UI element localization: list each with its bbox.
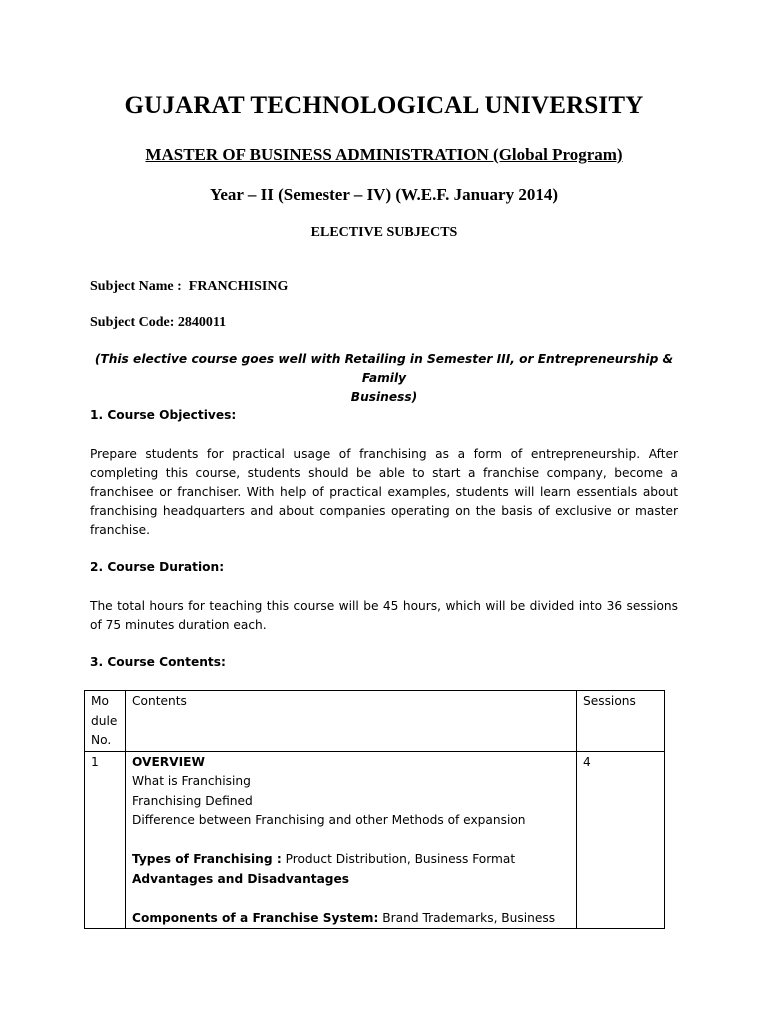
sessions-cell: 4: [577, 751, 665, 929]
subject-code-label: Subject Code:: [90, 315, 175, 330]
objectives-heading: 1. Course Objectives:: [90, 408, 237, 422]
subject-code-line: [90, 315, 226, 331]
content-line: What is Franchising: [132, 774, 251, 788]
objectives-text: Prepare students for practical usage of franchising as a form of entrepreneurship. After completing this course, students should be able to start a franchise company, become a franchisee or franchiser. With help of practical examples, students will learn essentials about franchising headquarters and about companies operating on the basis of exclusive or master franchise.: [90, 447, 678, 537]
sessions-header: Sessions: [577, 691, 665, 752]
content-line: Franchising Defined: [132, 793, 253, 808]
module-header-line: No.: [91, 733, 112, 747]
duration-text: The total hours for teaching this course will be 45 hours, which will be divided into 36 sessions of 75 minutes duration each.: [90, 599, 678, 632]
subject-code-value: 2840011: [177, 315, 227, 330]
elective-note-line2: Business): [350, 390, 418, 404]
subject-name-value: FRANCHISING: [188, 279, 289, 294]
module-number-header: [85, 691, 126, 752]
module-contents-cell: [126, 751, 577, 929]
contents-header: Contents: [126, 691, 577, 752]
advantages-heading: Advantages and Disadvantages: [132, 871, 350, 886]
content-line: Difference between Franchising and other Methods of expansion: [132, 813, 526, 827]
contents-heading: 3. Course Contents:: [90, 655, 226, 669]
elective-note: [90, 350, 678, 407]
subject-name-label: Subject Name :: [90, 279, 182, 294]
table-header-row: [85, 691, 665, 752]
spacer: [132, 889, 570, 909]
duration-heading: 2. Course Duration:: [90, 560, 225, 574]
year-semester-line: Year – II (Semester – IV) (W.E.F. January 2014): [209, 185, 559, 204]
table-row: [85, 751, 665, 929]
types-label: Types of Franchising :: [132, 852, 282, 866]
spacer: [132, 831, 570, 851]
university-title: GUJARAT TECHNOLOGICAL UNIVERSITY: [124, 92, 644, 119]
module-header-line: dule: [91, 713, 118, 728]
program-title: MASTER OF BUSINESS ADMINISTRATION (Global Program): [145, 145, 623, 164]
types-value: Product Distribution, Business Format: [285, 852, 516, 866]
elective-note-line1: (This elective course goes well with Retailing in Semester III, or Entrepreneurship & Family: [94, 352, 674, 385]
overview-heading: OVERVIEW: [132, 754, 205, 769]
components-label: Components of a Franchise System:: [132, 910, 379, 925]
types-line: [132, 850, 570, 870]
module-header-line: Mo: [91, 694, 109, 708]
subject-name-line: [90, 279, 288, 295]
course-contents-table: [84, 690, 665, 929]
module-number-cell: 1: [85, 751, 126, 929]
elective-subjects-heading: ELECTIVE SUBJECTS: [310, 225, 458, 240]
components-line: [132, 909, 570, 929]
components-value: Brand Trademarks, Business: [382, 910, 556, 925]
